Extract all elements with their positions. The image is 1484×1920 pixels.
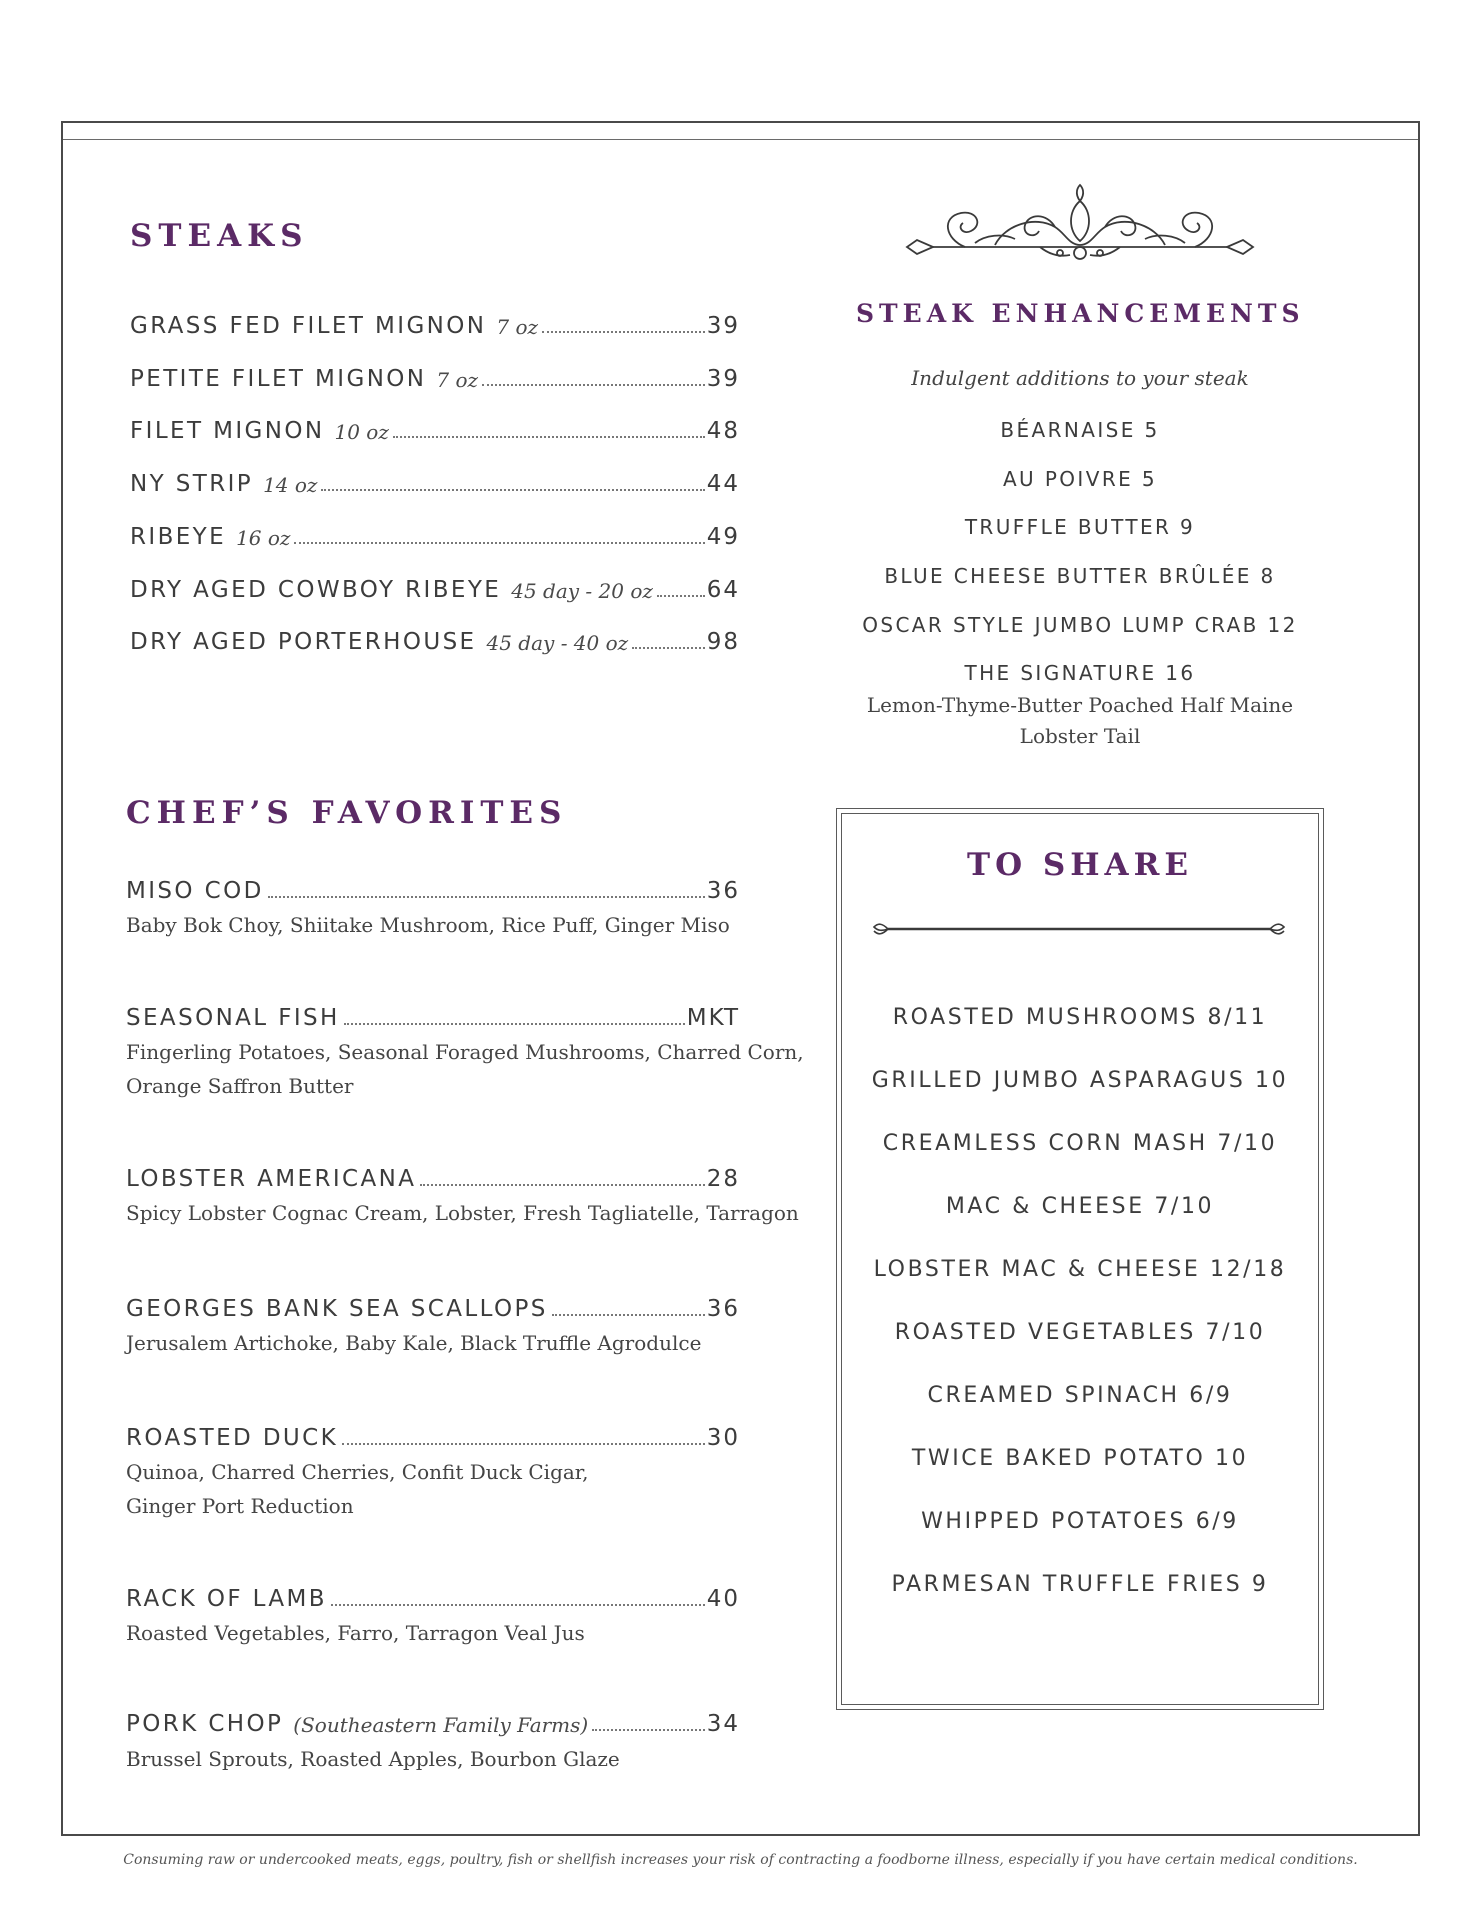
leader-dots (268, 896, 705, 898)
item-price: 36 (706, 1296, 740, 1322)
leader-dots (632, 647, 705, 649)
item-note: 7 oz (436, 368, 479, 392)
share-item: ROASTED VEGETABLES 7/10 (894, 1320, 1266, 1345)
item-description (126, 1616, 585, 1650)
menu-item-row (126, 1711, 740, 1737)
leader-dots (482, 384, 705, 386)
menu-item-row (126, 1296, 740, 1322)
divider-ornament-icon (872, 918, 1286, 940)
steaks-title: STEAKS (130, 218, 309, 254)
menu-item-row (130, 524, 740, 550)
food-safety-disclaimer: Consuming raw or undercooked meats, eggs, poultry, fish or shellfish increases your risk of contracting a foodborne illness, especially if you have certain medical conditions. (123, 1852, 1358, 1868)
item-name: GEORGES BANK SEA SCALLOPS (126, 1296, 548, 1322)
item-price: 49 (706, 524, 740, 550)
item-note: 45 day - 40 oz (486, 631, 629, 655)
item-price: 28 (706, 1166, 740, 1192)
description-line: Orange Saffron Butter (126, 1074, 354, 1098)
item-name: RACK OF LAMB (126, 1586, 327, 1612)
item-price: 36 (706, 878, 740, 904)
item-price: 64 (706, 577, 740, 603)
signature-desc-line: Lobster Tail (1019, 724, 1141, 748)
enhancement-item: BÉARNAISE 5 (1000, 418, 1160, 442)
item-name: PORK CHOP (126, 1711, 284, 1737)
item-price: 98 (706, 629, 740, 655)
item-price: 30 (706, 1425, 740, 1451)
share-item: WHIPPED POTATOES 6/9 (921, 1509, 1239, 1534)
share-item: PARMESAN TRUFFLE FRIES 9 (891, 1572, 1269, 1597)
menu-item-row (126, 1425, 740, 1451)
signature-description (860, 690, 1300, 752)
item-name: DRY AGED PORTERHOUSE (130, 629, 477, 655)
item-name: ROASTED DUCK (126, 1425, 339, 1451)
item-price: 39 (706, 313, 740, 339)
enhancement-item: THE SIGNATURE 16 (964, 661, 1196, 685)
item-price: 48 (706, 418, 740, 444)
item-note: 10 oz (334, 420, 389, 444)
signature-desc-line: Lemon-Thyme-Butter Poached Half Maine (866, 693, 1294, 717)
item-description (126, 1742, 620, 1776)
enhancement-item: TRUFFLE BUTTER 9 (964, 515, 1196, 539)
enhancement-item: OSCAR STYLE JUMBO LUMP CRAB 12 (862, 613, 1298, 637)
item-price: 34 (706, 1711, 740, 1737)
menu-item-row (130, 418, 740, 444)
menu-item-row (130, 313, 740, 339)
menu-item-row (130, 471, 740, 497)
description-line: Jerusalem Artichoke, Baby Kale, Black Truffle Agrodulce (126, 1331, 702, 1355)
chefs-favorites-title: CHEF’S FAVORITES (126, 795, 568, 831)
description-line: Roasted Vegetables, Farro, Tarragon Veal Jus (126, 1621, 585, 1645)
description-line: Ginger Port Reduction (126, 1494, 354, 1518)
share-item: MAC & CHEESE 7/10 (945, 1194, 1215, 1219)
item-note: (Southeastern Family Farms) (293, 1713, 589, 1737)
leader-dots (344, 1023, 685, 1025)
item-name: RIBEYE (130, 524, 227, 550)
item-description (126, 908, 730, 942)
description-line: Fingerling Potatoes, Seasonal Foraged Mushrooms, Charred Corn, (126, 1040, 804, 1064)
share-item: TWICE BAKED POTATO 10 (911, 1446, 1249, 1471)
item-name: FILET MIGNON (130, 418, 325, 444)
leader-dots (331, 1604, 705, 1606)
item-note: 45 day - 20 oz (511, 579, 653, 603)
item-name: MISO COD (126, 878, 264, 904)
leader-dots (420, 1184, 704, 1186)
menu-item-row (130, 629, 740, 655)
leader-dots (592, 1729, 705, 1731)
menu-item-row (126, 878, 740, 904)
item-note: 14 oz (263, 473, 318, 497)
item-name: DRY AGED COWBOY RIBEYE (130, 577, 502, 603)
to-share-title: TO SHARE (967, 847, 1193, 883)
item-name: NY STRIP (130, 471, 254, 497)
menu-item-row (130, 577, 740, 603)
menu-item-row (130, 366, 740, 392)
item-note: 7 oz (496, 315, 539, 339)
leader-dots (393, 436, 705, 438)
item-name: GRASS FED FILET MIGNON (130, 313, 487, 339)
item-name: PETITE FILET MIGNON (130, 366, 427, 392)
item-note: 16 oz (236, 526, 291, 550)
description-line: Quinoa, Charred Cherries, Confit Duck Cigar, (126, 1460, 589, 1484)
description-line: Spicy Lobster Cognac Cream, Lobster, Fresh Tagliatelle, Tarragon (126, 1201, 799, 1225)
share-item: CREAMLESS CORN MASH 7/10 (882, 1131, 1278, 1156)
description-line: Baby Bok Choy, Shiitake Mushroom, Rice Puff, Ginger Miso (126, 913, 730, 937)
menu-item-row (126, 1005, 740, 1031)
item-price: 40 (706, 1586, 740, 1612)
frame-top-rule (63, 139, 1418, 140)
item-description (126, 1326, 701, 1360)
item-price: MKT (686, 1005, 740, 1031)
leader-dots (657, 595, 705, 597)
leader-dots (552, 1314, 705, 1316)
item-description (126, 1035, 804, 1103)
item-price: 44 (706, 471, 740, 497)
share-item: LOBSTER MAC & CHEESE 12/18 (873, 1257, 1287, 1282)
description-line: Brussel Sprouts, Roasted Apples, Bourbon Glaze (126, 1747, 620, 1771)
leader-dots (542, 331, 705, 333)
share-item: CREAMED SPINACH 6/9 (927, 1383, 1233, 1408)
flourish-ornament-icon (905, 183, 1255, 265)
enhancement-item: AU POIVRE 5 (1002, 467, 1158, 491)
item-price: 39 (706, 366, 740, 392)
share-item: GRILLED JUMBO ASPARAGUS 10 (871, 1068, 1289, 1093)
menu-item-row (126, 1586, 740, 1612)
leader-dots (342, 1443, 705, 1445)
item-name: SEASONAL FISH (126, 1005, 340, 1031)
menu-item-row (126, 1166, 740, 1192)
leader-dots (321, 489, 704, 491)
enhancements-title: STEAK ENHANCEMENTS (856, 299, 1305, 328)
item-description (126, 1455, 589, 1523)
item-description (126, 1196, 799, 1230)
enhancement-item: BLUE CHEESE BUTTER BRÛLÉE 8 (884, 564, 1276, 588)
leader-dots (294, 542, 704, 544)
share-item: ROASTED MUSHROOMS 8/11 (892, 1005, 1268, 1030)
enhancements-subtitle: Indulgent additions to your steak (911, 366, 1249, 390)
item-name: LOBSTER AMERICANA (126, 1166, 417, 1192)
